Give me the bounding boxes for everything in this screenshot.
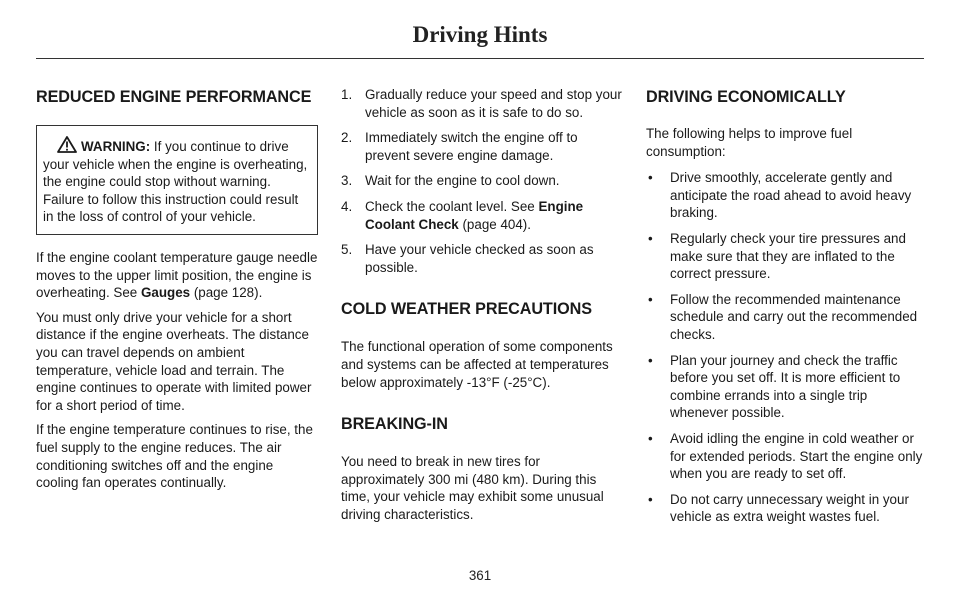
overheating-steps-list — [341, 86, 623, 276]
step-text-part: Check the coolant level. See — [365, 198, 539, 214]
list-item — [646, 230, 928, 283]
step-text: Have your vehicle checked as soon as possible. — [365, 242, 594, 275]
bullet: • — [648, 430, 653, 446]
tip-text: Follow the recommended maintenance schedule and carry out the recommended checks. — [670, 291, 918, 342]
link-engine-coolant-check[interactable]: Engine Coolant Check — [365, 198, 584, 232]
step-number: 4. — [341, 198, 353, 214]
paragraph-short-distance: You must only drive your vehicle for a short distance if the engine overheats. The distance you can travel depends on ambient temperature, vehicle load and terrain. The engine continues to operate with limited power for a short period of time. — [36, 309, 312, 413]
bullet: • — [648, 230, 653, 246]
bullet: • — [648, 170, 653, 186]
step-text: Gradually reduce your speed and stop your vehicle as soon as it is safe to do so. — [365, 87, 622, 120]
column-1 — [36, 86, 318, 499]
tip-text: Do not carry unnecessary weight in your vehicle as extra weight wastes fuel. — [670, 491, 909, 525]
list-item — [341, 172, 623, 190]
paragraph-gauge-text: If the engine coolant temperature gauge needle moves to the upper limit position, the engine is overheating. See — [36, 249, 318, 301]
step-page-ref: (page 404). — [458, 216, 531, 232]
list-item — [341, 129, 623, 164]
section-heading-cold-weather: COLD WEATHER PRECAUTIONS — [341, 300, 592, 319]
page-header-title: Driving Hints — [412, 22, 548, 47]
step-number: 3. — [341, 173, 353, 189]
column-3 — [646, 86, 928, 534]
paragraph-breaking-in: You need to break in new tires for approximately 300 mi (480 km). During this time, your vehicle may exhibit some unusual driving characteristics. — [341, 454, 604, 522]
step-number: 1. — [341, 87, 353, 102]
step-text — [365, 198, 623, 233]
warning-triangle-icon — [57, 136, 77, 153]
step-text: Immediately switch the engine off to prevent severe engine damage. — [365, 130, 578, 163]
tip-text: Drive smoothly, accelerate gently and anticipate the road ahead to avoid heavy braking. — [670, 170, 912, 221]
bullet: • — [648, 352, 653, 368]
list-item — [341, 86, 623, 121]
paragraph-cold-weather: The functional operation of some components and systems can be affected at temperatures below approximately -13°F (-25°C). — [341, 339, 613, 390]
list-item — [646, 430, 928, 483]
list-item — [646, 169, 928, 222]
section-heading-breaking-in: BREAKING-IN — [341, 415, 448, 434]
paragraph-gauge — [36, 249, 318, 302]
paragraph-economy-intro: The following helps to improve fuel consumption: — [646, 126, 853, 159]
warning-box — [36, 125, 318, 235]
paragraph-temperature-rise: If the engine temperature continues to rise, the fuel supply to the engine reduces. The air conditioning switches off and the engine cooling fan operates continually. — [36, 422, 313, 491]
page-number: 361 — [468, 568, 492, 583]
bullet: • — [648, 491, 653, 507]
link-gauges[interactable]: Gauges — [140, 285, 191, 301]
column-2 — [341, 86, 623, 531]
header-rule — [36, 58, 924, 59]
tip-text: Avoid idling the engine in cold weather or for extended periods. Start the engine only when you are ready to set off. — [670, 430, 923, 482]
list-item — [646, 291, 928, 344]
economy-tips-list — [646, 169, 928, 526]
warning-text: If you continue to drive your vehicle when the engine is overheating, the engine could stop without warning. Failure to follow this instruction could result in the loss of control of your vehicle. — [43, 139, 308, 225]
step-text: Wait for the engine to cool down. — [365, 173, 560, 189]
tip-text: Regularly check your tire pressures and make sure that they are inflated to the correct pressure. — [670, 230, 906, 282]
list-item — [341, 198, 623, 233]
list-item — [646, 352, 928, 422]
list-item — [341, 241, 623, 276]
section-heading-reduced-engine-performance: REDUCED ENGINE PERFORMANCE — [36, 88, 312, 106]
bullet: • — [648, 291, 653, 307]
section-heading-driving-economically: DRIVING ECONOMICALLY — [646, 88, 846, 106]
step-number: 2. — [341, 130, 353, 146]
step-number: 5. — [341, 242, 353, 258]
paragraph-gauge-page-ref: (page 128). — [190, 285, 263, 301]
warning-label: WARNING: — [81, 139, 151, 154]
tip-text: Plan your journey and check the traffic before you set off. It is more efficient to combine errands into a single trip whenever possible. — [670, 352, 901, 421]
list-item — [646, 491, 928, 526]
